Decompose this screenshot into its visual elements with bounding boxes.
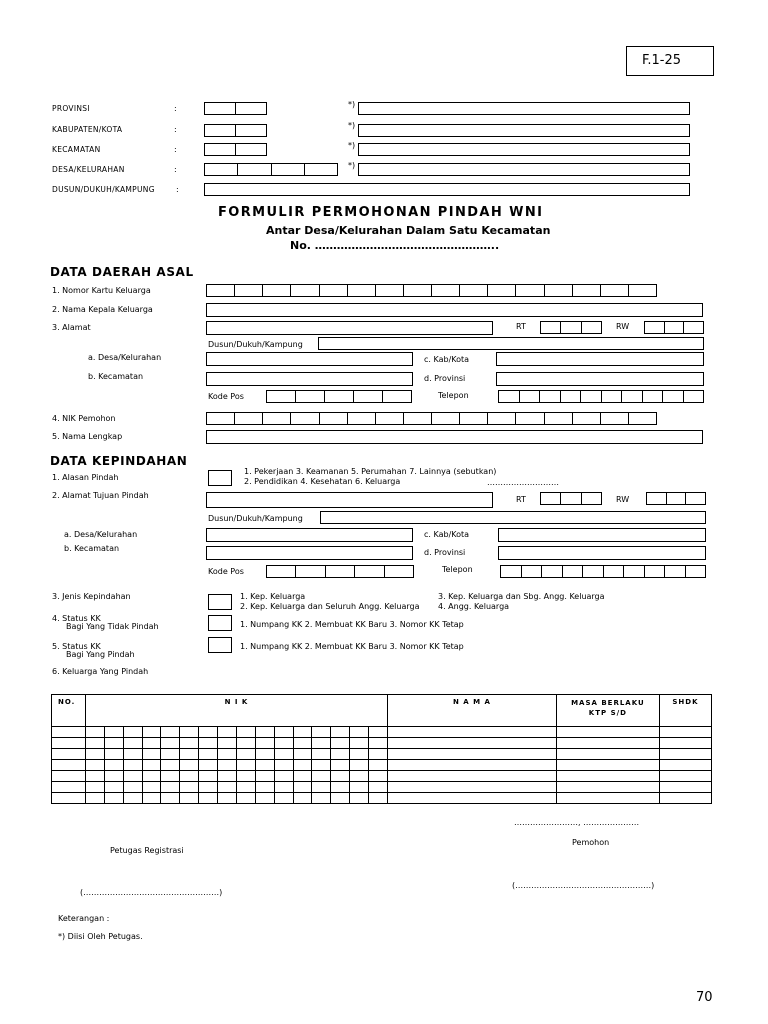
cell-nik-digit[interactable] bbox=[293, 760, 312, 771]
cell-nik-digit[interactable] bbox=[161, 793, 180, 804]
cell-nik-digit[interactable] bbox=[180, 782, 199, 793]
cell-nik-digit[interactable] bbox=[236, 727, 255, 738]
page-number: 70 bbox=[696, 990, 713, 1005]
cell-nik-digit[interactable] bbox=[331, 760, 350, 771]
section-heading-kepindahan: DATA KEPINDAHAN bbox=[50, 454, 188, 468]
alasan-other-line: ……………………… bbox=[487, 478, 559, 487]
cell-nik-digit[interactable] bbox=[255, 771, 274, 782]
nik-pemohon-cells[interactable] bbox=[206, 412, 657, 425]
cell-nik-digit[interactable] bbox=[161, 782, 180, 793]
label-petugas: Petugas Registrasi bbox=[110, 846, 184, 855]
col-header-no: NO. bbox=[52, 695, 86, 727]
cell-nik-digit[interactable] bbox=[142, 782, 161, 793]
cell-nik-digit[interactable] bbox=[104, 760, 123, 771]
cell-nik-digit[interactable] bbox=[85, 749, 104, 760]
provinsi-code-cells[interactable] bbox=[204, 102, 267, 115]
cell-nik-digit[interactable] bbox=[199, 793, 218, 804]
cell-nik-digit[interactable] bbox=[85, 793, 104, 804]
cell-nik-digit[interactable] bbox=[180, 771, 199, 782]
cell-nik-digit[interactable] bbox=[180, 749, 199, 760]
rt-asal-cells[interactable] bbox=[540, 321, 602, 334]
cell-nik-digit[interactable] bbox=[236, 760, 255, 771]
label-kec-asal: b. Kecamatan bbox=[88, 372, 144, 381]
label-prov-asal: d. Provinsi bbox=[424, 374, 466, 383]
cell-nik-digit[interactable] bbox=[85, 782, 104, 793]
label-alamat-asal: 3. Alamat bbox=[52, 323, 91, 332]
cell-nik-digit[interactable] bbox=[369, 793, 388, 804]
status-kk-pindah-checkbox[interactable] bbox=[208, 637, 232, 653]
cell-no[interactable] bbox=[52, 727, 86, 738]
label-kodepos-asal: Kode Pos bbox=[208, 392, 244, 401]
cell-nik-digit[interactable] bbox=[255, 760, 274, 771]
cell-nik-digit[interactable] bbox=[369, 782, 388, 793]
label-kab-asal: c. Kab/Kota bbox=[424, 355, 470, 364]
cell-nik-digit[interactable] bbox=[199, 738, 218, 749]
kec-asal-field[interactable] bbox=[206, 372, 413, 386]
label-status-kk-pindah-sub: Bagi Yang Pindah bbox=[66, 650, 135, 659]
label-pemohon: Pemohon bbox=[572, 838, 610, 847]
cell-nik-digit[interactable] bbox=[199, 749, 218, 760]
label-dusun-asal: Dusun/Dukuh/Kampung bbox=[208, 340, 303, 349]
label-rt: RT bbox=[516, 495, 526, 504]
cell-nik-digit[interactable] bbox=[331, 793, 350, 804]
colon: : bbox=[174, 165, 177, 174]
keluarga-table-body bbox=[52, 727, 712, 804]
desa-asal-field[interactable] bbox=[206, 352, 413, 366]
kabupaten-code-cells[interactable] bbox=[204, 124, 267, 137]
cell-masa-berlaku[interactable] bbox=[556, 749, 659, 760]
cell-masa-berlaku[interactable] bbox=[556, 760, 659, 771]
cell-no[interactable] bbox=[52, 760, 86, 771]
col-header-nama: N A M A bbox=[387, 695, 556, 727]
cell-shdk[interactable] bbox=[659, 771, 711, 782]
cell-masa-berlaku[interactable] bbox=[556, 738, 659, 749]
colon: : bbox=[174, 145, 177, 154]
cell-nik-digit[interactable] bbox=[123, 727, 142, 738]
cell-nik-digit[interactable] bbox=[274, 749, 293, 760]
cell-nama[interactable] bbox=[387, 749, 556, 760]
cell-nik-digit[interactable] bbox=[142, 771, 161, 782]
dusun-field[interactable] bbox=[204, 183, 690, 196]
jenis-option-1: 1. Kep. Keluarga bbox=[240, 592, 306, 601]
cell-nik-digit[interactable] bbox=[312, 771, 331, 782]
telepon-tujuan-cells[interactable] bbox=[500, 565, 706, 578]
cell-shdk[interactable] bbox=[659, 793, 711, 804]
jenis-option-2: 2. Kep. Keluarga dan Seluruh Angg. Keluarga bbox=[240, 602, 420, 611]
cell-nama[interactable] bbox=[387, 782, 556, 793]
cell-nama[interactable] bbox=[387, 727, 556, 738]
kecamatan-name-field[interactable] bbox=[358, 143, 690, 156]
status-kk-tidak-pindah-options: 1. Numpang KK 2. Membuat KK Baru 3. Nomor KK Tetap bbox=[240, 620, 464, 629]
cell-no[interactable] bbox=[52, 749, 86, 760]
cell-nik-digit[interactable] bbox=[331, 782, 350, 793]
cell-nik-digit[interactable] bbox=[123, 760, 142, 771]
label-telepon-asal: Telepon bbox=[438, 391, 469, 400]
telepon-asal-cells[interactable] bbox=[498, 390, 704, 403]
label-provinsi: PROVINSI bbox=[52, 104, 90, 113]
cell-nik-digit[interactable] bbox=[142, 727, 161, 738]
table-row bbox=[52, 782, 712, 793]
cell-nik-digit[interactable] bbox=[199, 771, 218, 782]
cell-nik-digit[interactable] bbox=[293, 738, 312, 749]
jenis-option-4: 4. Angg. Keluarga bbox=[438, 602, 510, 611]
cell-nik-digit[interactable] bbox=[218, 749, 237, 760]
cell-nik-digit[interactable] bbox=[85, 771, 104, 782]
nama-kepala-field[interactable] bbox=[206, 303, 703, 317]
cell-shdk[interactable] bbox=[659, 760, 711, 771]
cell-nik-digit[interactable] bbox=[293, 727, 312, 738]
table-row bbox=[52, 771, 712, 782]
cell-nik-digit[interactable] bbox=[274, 782, 293, 793]
cell-nik-digit[interactable] bbox=[142, 738, 161, 749]
label-alasan: 1. Alasan Pindah bbox=[52, 473, 119, 482]
cell-nama[interactable] bbox=[387, 793, 556, 804]
jenis-option-3: 3. Kep. Keluarga dan Sbg. Angg. Keluarga bbox=[438, 592, 605, 601]
cell-nik-digit[interactable] bbox=[312, 782, 331, 793]
no-kk-cells[interactable] bbox=[206, 284, 657, 297]
label-kecamatan: KECAMATAN bbox=[52, 145, 101, 154]
cell-nik-digit[interactable] bbox=[331, 738, 350, 749]
cell-nik-digit[interactable] bbox=[331, 749, 350, 760]
kodepos-asal-cells[interactable] bbox=[266, 390, 412, 403]
label-rw: RW bbox=[616, 322, 630, 331]
cell-no[interactable] bbox=[52, 771, 86, 782]
label-jenis-kepindahan: 3. Jenis Kepindahan bbox=[52, 592, 131, 601]
cell-nik-digit[interactable] bbox=[123, 782, 142, 793]
cell-nik-digit[interactable] bbox=[369, 749, 388, 760]
cell-nik-digit[interactable] bbox=[142, 793, 161, 804]
cell-nik-digit[interactable] bbox=[161, 760, 180, 771]
alamat-asal-field[interactable] bbox=[206, 321, 493, 335]
col-header-masa-berlaku-line1: MASA BERLAKU bbox=[571, 699, 645, 707]
kodepos-tujuan-cells[interactable] bbox=[266, 565, 414, 578]
cell-nik-digit[interactable] bbox=[218, 771, 237, 782]
label-status-kk-tidak-pindah-sub: Bagi Yang Tidak Pindah bbox=[66, 622, 159, 631]
cell-nik-digit[interactable] bbox=[142, 760, 161, 771]
label-kec-tujuan: b. Kecamatan bbox=[64, 544, 120, 553]
cell-nik-digit[interactable] bbox=[331, 771, 350, 782]
label-desa: DESA/KELURAHAN bbox=[52, 165, 125, 174]
cell-nik-digit[interactable] bbox=[123, 738, 142, 749]
cell-nik-digit[interactable] bbox=[104, 771, 123, 782]
prov-asal-field[interactable] bbox=[496, 372, 704, 386]
cell-nik-digit[interactable] bbox=[104, 782, 123, 793]
cell-nik-digit[interactable] bbox=[123, 749, 142, 760]
sign-line-petugas: (……………………………………………) bbox=[80, 888, 223, 897]
cell-nik-digit[interactable] bbox=[274, 760, 293, 771]
cell-nik-digit[interactable] bbox=[350, 727, 369, 738]
label-nama-lengkap: 5. Nama Lengkap bbox=[52, 432, 123, 441]
cell-nik-digit[interactable] bbox=[350, 782, 369, 793]
form-number: No. ………………………………………….. bbox=[290, 239, 500, 252]
cell-nik-digit[interactable] bbox=[236, 738, 255, 749]
cell-nik-digit[interactable] bbox=[369, 727, 388, 738]
cell-masa-berlaku[interactable] bbox=[556, 782, 659, 793]
cell-no[interactable] bbox=[52, 738, 86, 749]
cell-nik-digit[interactable] bbox=[312, 793, 331, 804]
alamat-tujuan-field[interactable] bbox=[206, 492, 493, 508]
cell-nik-digit[interactable] bbox=[218, 727, 237, 738]
label-nama-kepala: 2. Nama Kepala Keluarga bbox=[52, 305, 153, 314]
cell-nama[interactable] bbox=[387, 771, 556, 782]
colon: : bbox=[176, 185, 179, 194]
kecamatan-code-cells[interactable] bbox=[204, 143, 267, 156]
cell-nik-digit[interactable] bbox=[104, 738, 123, 749]
colon: : bbox=[174, 125, 177, 134]
rw-tujuan-cells[interactable] bbox=[646, 492, 706, 505]
asterisk-note: *) bbox=[348, 121, 356, 130]
table-row bbox=[52, 749, 712, 760]
cell-no[interactable] bbox=[52, 782, 86, 793]
kab-tujuan-field[interactable] bbox=[498, 528, 706, 542]
alasan-checkbox[interactable] bbox=[208, 470, 232, 486]
cell-nik-digit[interactable] bbox=[293, 793, 312, 804]
label-status-kk-tidak-pindah: 4. Status KK bbox=[52, 614, 101, 623]
cell-nik-digit[interactable] bbox=[161, 771, 180, 782]
rt-tujuan-cells[interactable] bbox=[540, 492, 602, 505]
cell-nik-digit[interactable] bbox=[161, 749, 180, 760]
label-rw: RW bbox=[616, 495, 630, 504]
cell-nik-digit[interactable] bbox=[123, 793, 142, 804]
cell-masa-berlaku[interactable] bbox=[556, 771, 659, 782]
label-alamat-tujuan: 2. Alamat Tujuan Pindah bbox=[52, 491, 149, 500]
cell-nik-digit[interactable] bbox=[255, 727, 274, 738]
cell-nik-digit[interactable] bbox=[142, 749, 161, 760]
kab-asal-field[interactable] bbox=[496, 352, 704, 366]
col-header-nik: N I K bbox=[85, 695, 387, 727]
label-kabupaten: KABUPATEN/KOTA bbox=[52, 125, 123, 134]
cell-nik-digit[interactable] bbox=[350, 793, 369, 804]
cell-nik-digit[interactable] bbox=[85, 738, 104, 749]
cell-nik-digit[interactable] bbox=[255, 793, 274, 804]
table-row bbox=[52, 727, 712, 738]
cell-nik-digit[interactable] bbox=[369, 771, 388, 782]
form-title: FORMULIR PERMOHONAN PINDAH WNI bbox=[218, 205, 544, 220]
section-heading-asal: DATA DAERAH ASAL bbox=[50, 265, 194, 279]
cell-nik-digit[interactable] bbox=[369, 738, 388, 749]
cell-nama[interactable] bbox=[387, 760, 556, 771]
cell-nik-digit[interactable] bbox=[161, 727, 180, 738]
status-kk-pindah-options: 1. Numpang KK 2. Membuat KK Baru 3. Nomor KK Tetap bbox=[240, 642, 464, 651]
colon: : bbox=[174, 104, 177, 113]
cell-nik-digit[interactable] bbox=[331, 727, 350, 738]
cell-nik-digit[interactable] bbox=[218, 782, 237, 793]
cell-nik-digit[interactable] bbox=[85, 760, 104, 771]
cell-nik-digit[interactable] bbox=[255, 782, 274, 793]
cell-masa-berlaku[interactable] bbox=[556, 793, 659, 804]
rw-asal-cells[interactable] bbox=[644, 321, 704, 334]
cell-shdk[interactable] bbox=[659, 782, 711, 793]
cell-nik-digit[interactable] bbox=[236, 771, 255, 782]
alasan-options-row1: 1. Pekerjaan 3. Keamanan 5. Perumahan 7. Lainnya (sebutkan) bbox=[244, 467, 497, 476]
label-dusun: DUSUN/DUKUH/KAMPUNG bbox=[52, 185, 155, 194]
desa-code-cells[interactable] bbox=[204, 163, 338, 176]
cell-nik-digit[interactable] bbox=[218, 738, 237, 749]
cell-nik-digit[interactable] bbox=[255, 749, 274, 760]
asterisk-note: *) bbox=[348, 100, 356, 109]
cell-nik-digit[interactable] bbox=[312, 749, 331, 760]
cell-nik-digit[interactable] bbox=[180, 793, 199, 804]
cell-nik-digit[interactable] bbox=[274, 727, 293, 738]
cell-nik-digit[interactable] bbox=[104, 749, 123, 760]
alasan-options-row2: 2. Pendidikan 4. Kesehatan 6. Keluarga bbox=[244, 477, 401, 486]
kec-tujuan-field[interactable] bbox=[206, 546, 413, 560]
table-row bbox=[52, 760, 712, 771]
asterisk-note: *) bbox=[348, 141, 356, 150]
table-row bbox=[52, 738, 712, 749]
cell-nik-digit[interactable] bbox=[274, 793, 293, 804]
cell-nik-digit[interactable] bbox=[236, 793, 255, 804]
keluarga-table bbox=[51, 694, 712, 804]
cell-nik-digit[interactable] bbox=[180, 727, 199, 738]
cell-nik-digit[interactable] bbox=[350, 771, 369, 782]
kabupaten-name-field[interactable] bbox=[358, 124, 690, 137]
label-prov-tujuan: d. Provinsi bbox=[424, 548, 466, 557]
label-no-kk: 1. Nomor Kartu Keluarga bbox=[52, 286, 151, 295]
label-rt: RT bbox=[516, 322, 526, 331]
cell-nik-digit[interactable] bbox=[180, 738, 199, 749]
cell-nik-digit[interactable] bbox=[312, 738, 331, 749]
cell-masa-berlaku[interactable] bbox=[556, 727, 659, 738]
col-header-masa-berlaku-line2: KTP S/D bbox=[588, 709, 627, 717]
form-code: F.1-25 bbox=[642, 53, 682, 68]
cell-nik-digit[interactable] bbox=[199, 727, 218, 738]
cell-nik-digit[interactable] bbox=[350, 760, 369, 771]
cell-no[interactable] bbox=[52, 793, 86, 804]
dusun-tujuan-field[interactable] bbox=[320, 511, 706, 524]
cell-nik-digit[interactable] bbox=[161, 738, 180, 749]
cell-nik-digit[interactable] bbox=[350, 749, 369, 760]
desa-tujuan-field[interactable] bbox=[206, 528, 413, 542]
keterangan-note: *) Diisi Oleh Petugas. bbox=[58, 932, 143, 941]
table-row bbox=[52, 793, 712, 804]
jenis-kepindahan-checkbox[interactable] bbox=[208, 594, 232, 610]
label-desa-tujuan: a. Desa/Kelurahan bbox=[64, 530, 138, 539]
cell-nik-digit[interactable] bbox=[274, 771, 293, 782]
cell-nik-digit[interactable] bbox=[350, 738, 369, 749]
dusun-asal-field[interactable] bbox=[318, 337, 704, 350]
cell-shdk[interactable] bbox=[659, 749, 711, 760]
status-kk-tidak-pindah-checkbox[interactable] bbox=[208, 615, 232, 631]
asterisk-note: *) bbox=[348, 161, 356, 170]
nama-lengkap-field[interactable] bbox=[206, 430, 703, 444]
label-keluarga-pindah: 6. Keluarga Yang Pindah bbox=[52, 667, 149, 676]
cell-nik-digit[interactable] bbox=[199, 782, 218, 793]
desa-name-field[interactable] bbox=[358, 163, 690, 176]
cell-nik-digit[interactable] bbox=[255, 738, 274, 749]
cell-nama[interactable] bbox=[387, 738, 556, 749]
cell-nik-digit[interactable] bbox=[293, 782, 312, 793]
label-kodepos-tujuan: Kode Pos bbox=[208, 567, 244, 576]
cell-nik-digit[interactable] bbox=[104, 727, 123, 738]
cell-nik-digit[interactable] bbox=[312, 727, 331, 738]
label-telepon-tujuan: Telepon bbox=[442, 565, 473, 574]
label-status-kk-pindah: 5. Status KK bbox=[52, 642, 101, 651]
col-header-masa-berlaku bbox=[556, 695, 659, 727]
sign-line-pemohon: (……………………………………………) bbox=[512, 881, 655, 890]
cell-nik-digit[interactable] bbox=[236, 749, 255, 760]
cell-shdk[interactable] bbox=[659, 727, 711, 738]
col-header-shdk: SHDK bbox=[659, 695, 711, 727]
sign-date-line: ……………………, ………………… bbox=[514, 818, 640, 827]
cell-shdk[interactable] bbox=[659, 738, 711, 749]
cell-nik-digit[interactable] bbox=[236, 782, 255, 793]
cell-nik-digit[interactable] bbox=[218, 793, 237, 804]
cell-nik-digit[interactable] bbox=[123, 771, 142, 782]
cell-nik-digit[interactable] bbox=[293, 749, 312, 760]
cell-nik-digit[interactable] bbox=[218, 760, 237, 771]
form-subtitle: Antar Desa/Kelurahan Dalam Satu Kecamatan bbox=[266, 224, 551, 237]
label-kab-tujuan: c. Kab/Kota bbox=[424, 530, 470, 539]
cell-nik-digit[interactable] bbox=[180, 760, 199, 771]
label-dusun-tujuan: Dusun/Dukuh/Kampung bbox=[208, 514, 303, 523]
keterangan-label: Keterangan : bbox=[58, 914, 110, 923]
cell-nik-digit[interactable] bbox=[293, 771, 312, 782]
cell-nik-digit[interactable] bbox=[369, 760, 388, 771]
cell-nik-digit[interactable] bbox=[312, 760, 331, 771]
provinsi-name-field[interactable] bbox=[358, 102, 690, 115]
prov-tujuan-field[interactable] bbox=[498, 546, 706, 560]
cell-nik-digit[interactable] bbox=[199, 760, 218, 771]
cell-nik-digit[interactable] bbox=[85, 727, 104, 738]
cell-nik-digit[interactable] bbox=[274, 738, 293, 749]
label-desa-asal: a. Desa/Kelurahan bbox=[88, 353, 162, 362]
cell-nik-digit[interactable] bbox=[104, 793, 123, 804]
label-nik-pemohon: 4. NIK Pemohon bbox=[52, 414, 116, 423]
